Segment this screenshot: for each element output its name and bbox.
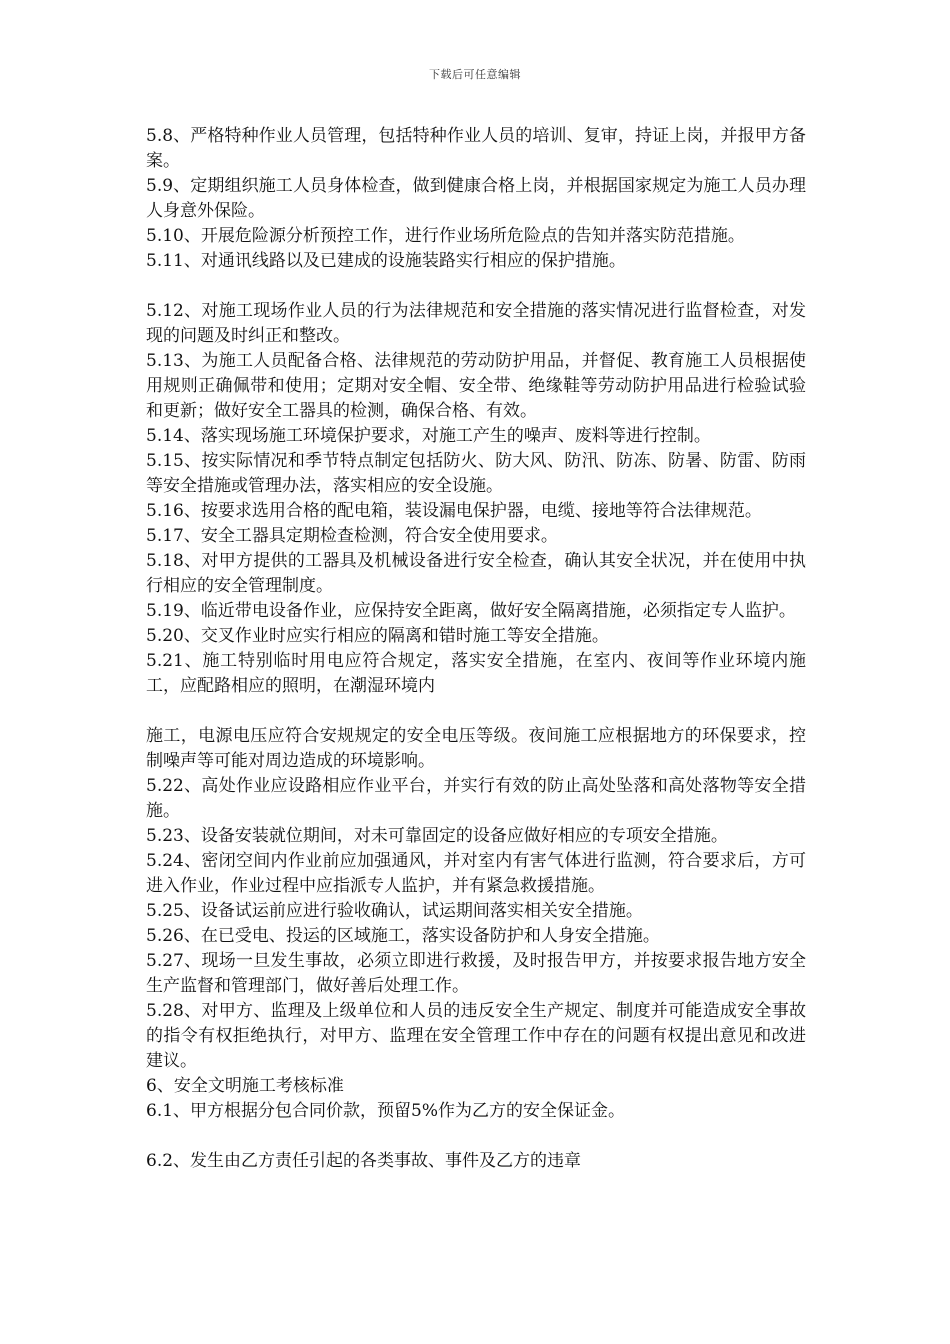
clause-5-18: 5.18、对甲方提供的工器具及机械设备进行安全检查，确认其安全状况，并在使用中执行相应的安全管理制度。 — [146, 551, 806, 596]
clause-5-14: 5.14、落实现场施工环境保护要求，对施工产生的噪声、废料等进行控制。 — [146, 426, 711, 446]
clause-5-11: 5.11、对通讯线路以及已建成的设施装路实行相应的保护措施。 — [146, 251, 626, 271]
section-6-heading: 6、安全文明施工考核标准 — [146, 1076, 344, 1096]
clause-5-15: 5.15、按实际情况和季节特点制定包括防火、防大风、防汛、防冻、防暑、防雷、防雨等安全措施或管理办法，落实相应的安全设施。 — [146, 451, 806, 496]
clause-6-1: 6.1、甲方根据分包合同价款，预留5%作为乙方的安全保证金。 — [146, 1101, 626, 1121]
clause-5-13: 5.13、为施工人员配备合格、法律规范的劳动防护用品，并督促、教育施工人员根据使用规则正确佩带和使用；定期对安全帽、安全带、绝缘鞋等劳动防护用品进行检验试验和更新；做好安全工器具的检测，确保合格、有效。 — [146, 351, 806, 421]
clause-5-26: 5.26、在已受电、投运的区域施工，落实设备防护和人身安全措施。 — [146, 926, 660, 946]
page-header: 下载后可任意编辑 — [429, 68, 521, 81]
clause-5-8: 5.8、严格特种作业人员管理，包括特种作业人员的培训、复审，持证上岗，并报甲方备案。 — [146, 126, 806, 171]
clause-5-21-continued: 施工，电源电压应符合安规规定的安全电压等级。夜间施工应根据地方的环保要求，控制噪声等可能对周边造成的环境影响。 — [146, 726, 806, 771]
clause-5-25: 5.25、设备试运前应进行验收确认，试运期间落实相关安全措施。 — [146, 901, 643, 921]
blank-line — [146, 1124, 806, 1149]
clause-6-2: 6.2、发生由乙方责任引起的各类事故、事件及乙方的违章 — [146, 1151, 582, 1171]
blank-line — [146, 699, 806, 724]
document-body — [146, 124, 806, 1174]
clause-5-24: 5.24、密闭空间内作业前应加强通风，并对室内有害气体进行监测，符合要求后，方可进入作业，作业过程中应指派专人监护，并有紧急救援措施。 — [146, 851, 806, 896]
clause-5-12: 5.12、对施工现场作业人员的行为法律规范和安全措施的落实情况进行监督检查，对发现的问题及时纠正和整改。 — [146, 301, 806, 346]
clause-5-28: 5.28、对甲方、监理及上级单位和人员的违反安全生产规定、制度并可能造成安全事故的指令有权拒绝执行，对甲方、监理在安全管理工作中存在的问题有权提出意见和改进建议。 — [146, 1001, 806, 1071]
clause-5-21: 5.21、施工特别临时用电应符合规定，落实安全措施，在室内、夜间等作业环境内施工，应配路相应的照明，在潮湿环境内 — [146, 651, 806, 696]
clause-5-9: 5.9、定期组织施工人员身体检查，做到健康合格上岗，并根据国家规定为施工人员办理人身意外保险。 — [146, 176, 806, 221]
clause-5-16: 5.16、按要求选用合格的配电箱，装设漏电保护器，电缆、接地等符合法律规范。 — [146, 501, 762, 521]
blank-line — [146, 274, 806, 299]
clause-5-19: 5.19、临近带电设备作业，应保持安全距离，做好安全隔离措施，必须指定专人监护。 — [146, 601, 796, 621]
clause-5-23: 5.23、设备安装就位期间，对未可靠固定的设备应做好相应的专项安全措施。 — [146, 826, 728, 846]
clause-5-20: 5.20、交叉作业时应实行相应的隔离和错时施工等安全措施。 — [146, 626, 609, 646]
clause-5-17: 5.17、安全工器具定期检查检测，符合安全使用要求。 — [146, 526, 558, 546]
clause-5-10: 5.10、开展危险源分析预控工作，进行作业场所危险点的告知并落实防范措施。 — [146, 226, 745, 246]
clause-5-22: 5.22、高处作业应设路相应作业平台，并实行有效的防止高处坠落和高处落物等安全措施。 — [146, 776, 806, 821]
clause-5-27: 5.27、现场一旦发生事故，必须立即进行救援，及时报告甲方，并按要求报告地方安全生产监督和管理部门，做好善后处理工作。 — [146, 951, 806, 996]
